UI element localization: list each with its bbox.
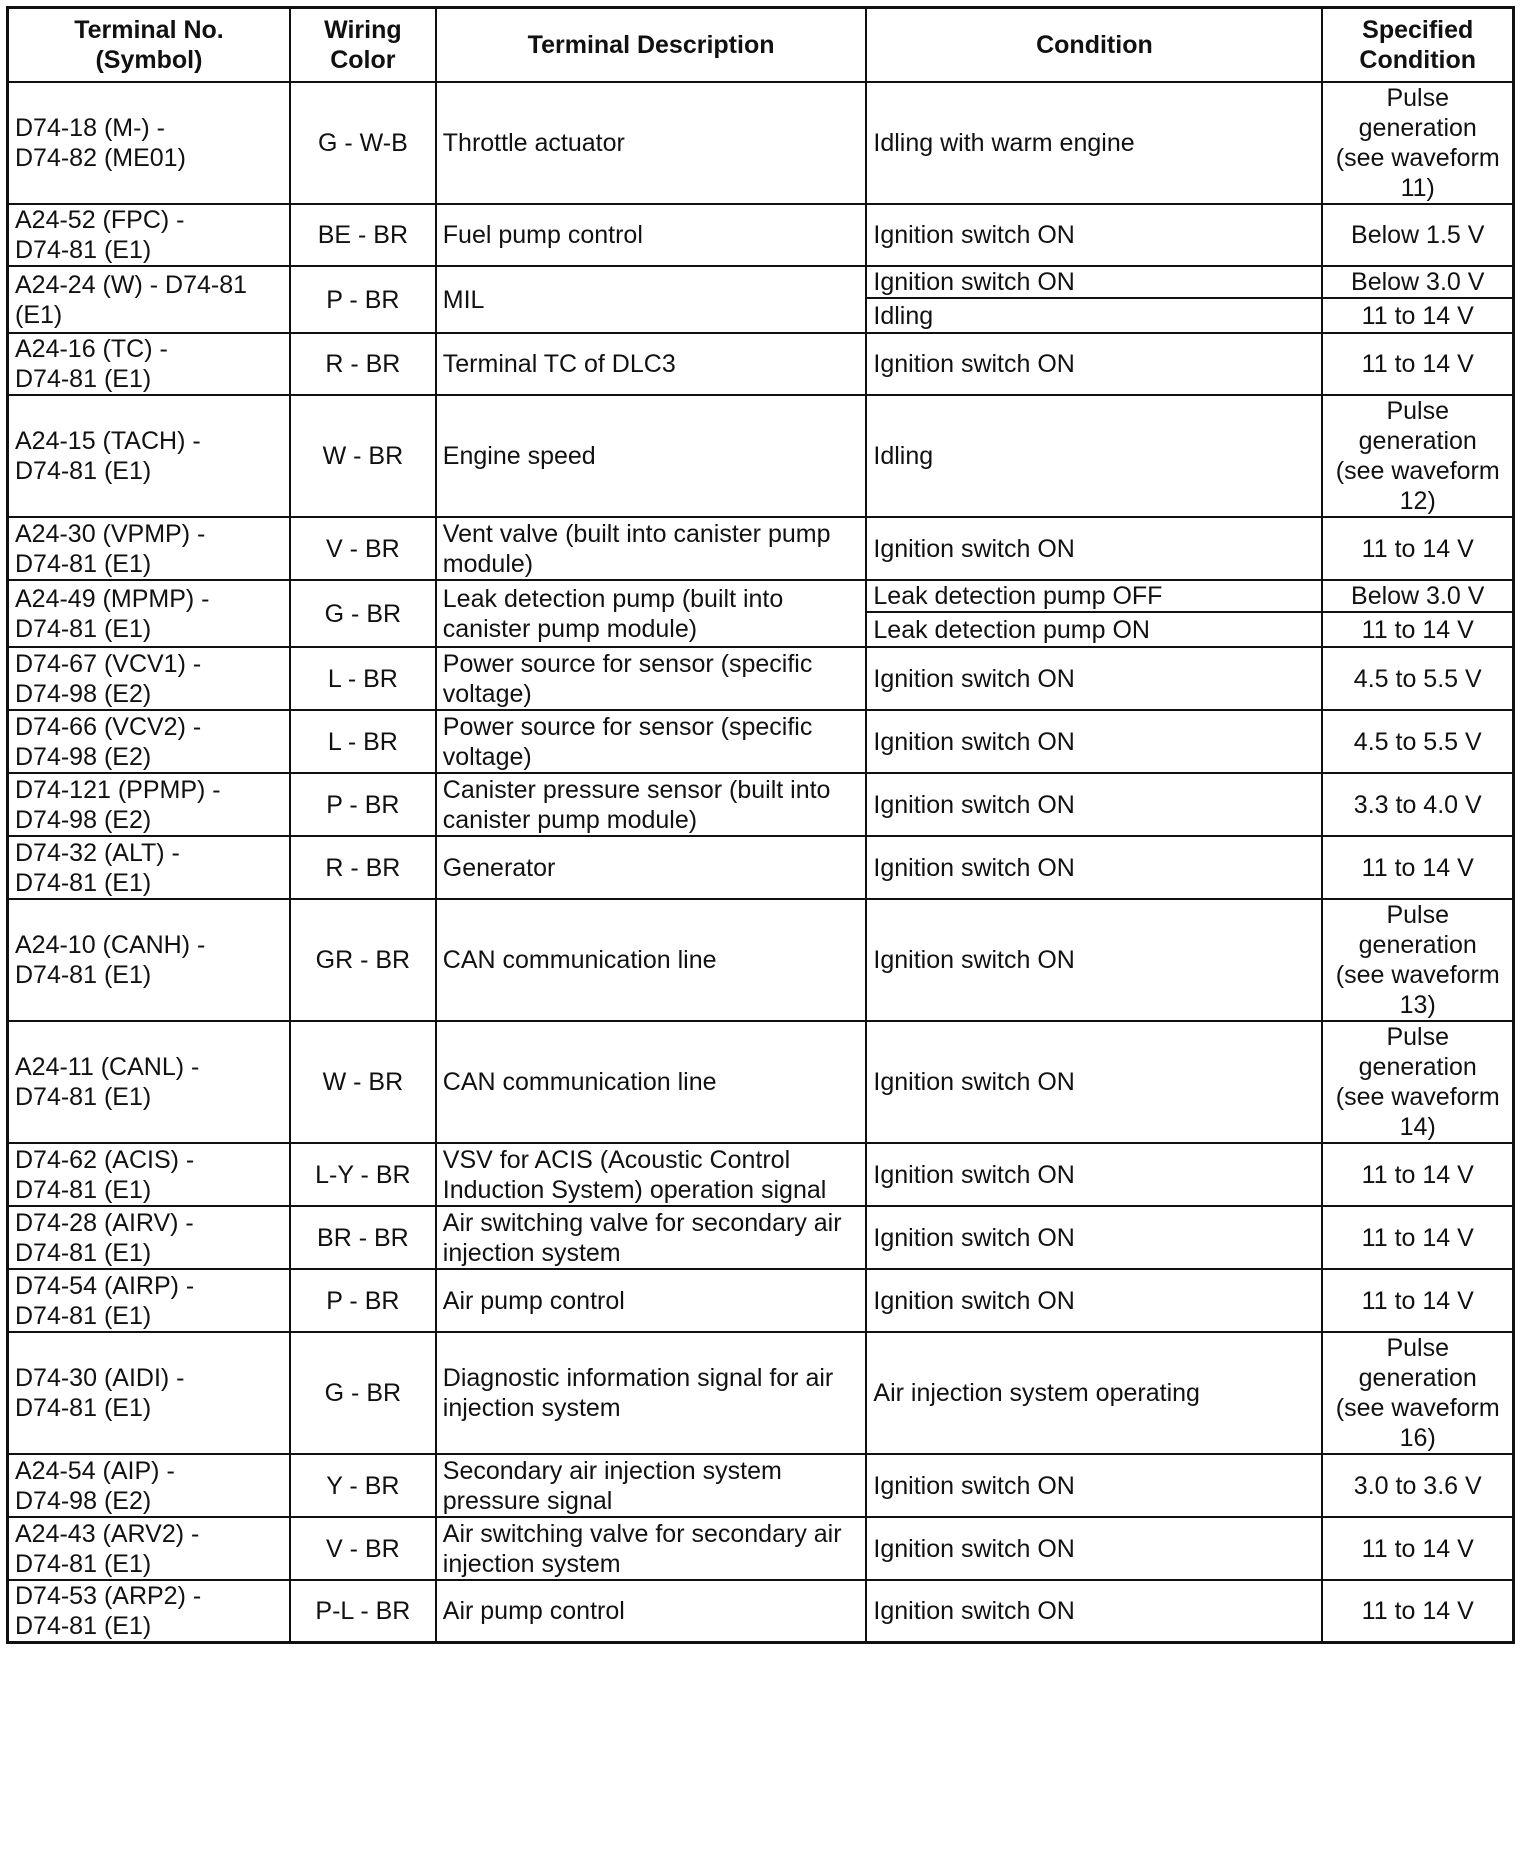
terminal-cell-line: D74-81 (E1)	[15, 549, 152, 578]
header-wiring-line1: Wiring	[324, 16, 402, 44]
spec-cell	[1322, 612, 1513, 647]
wiring-cell: G - BR	[290, 1332, 436, 1454]
condition-cell: Ignition switch ON	[866, 836, 1322, 899]
description-cell-line: Diagnostic information signal for air	[442, 1364, 834, 1392]
description-cell	[436, 204, 867, 266]
description-cell-line: Engine speed	[442, 442, 596, 470]
terminal-cell-line: D74-81 (E1)	[15, 1549, 152, 1578]
condition-cell: Idling with warm engine	[866, 82, 1322, 204]
table-row	[8, 773, 1514, 836]
table-row	[8, 395, 1514, 517]
description-cell	[436, 773, 867, 836]
condition-cell: Ignition switch ON	[866, 1517, 1322, 1580]
terminal-cell	[8, 204, 290, 266]
wiring-cell: V - BR	[290, 517, 436, 580]
terminal-cell-line: D74-98 (E2)	[15, 805, 152, 834]
terminal-cell-line: D74-81 (E1)	[15, 236, 152, 264]
terminal-cell-line: D74-62 (ACIS) -	[15, 1145, 195, 1174]
table-row	[8, 1580, 1514, 1643]
spec-cell-line: 3.3 to 4.0 V	[1353, 790, 1482, 819]
wiring-cell: L-Y - BR	[290, 1143, 436, 1206]
spec-cell	[1322, 1332, 1513, 1454]
wiring-cell: Y - BR	[290, 1454, 436, 1517]
condition-cell: Ignition switch ON	[866, 204, 1322, 266]
description-cell-line: Terminal TC of DLC3	[442, 350, 676, 378]
spec-cell-line: 11 to 14 V	[1361, 615, 1474, 644]
spec-cell	[1322, 580, 1513, 612]
description-cell-line: CAN communication line	[442, 946, 717, 974]
header-terminal-line2: (Symbol)	[95, 46, 203, 74]
description-cell-line: Air switching valve for secondary air	[442, 1208, 842, 1237]
terminal-cell	[8, 1332, 290, 1454]
terminal-cell	[8, 1454, 290, 1517]
terminal-cell-line: D74-98 (E2)	[15, 679, 152, 708]
description-cell-line: voltage)	[442, 679, 532, 708]
table-row	[8, 1021, 1514, 1143]
table-row	[8, 517, 1514, 580]
terminal-cell-line: (E1)	[15, 300, 63, 329]
spec-cell	[1322, 1206, 1513, 1269]
terminal-cell	[8, 333, 290, 395]
description-cell	[436, 1143, 867, 1206]
terminal-cell	[8, 1517, 290, 1580]
terminal-cell-line: D74-81 (E1)	[15, 1238, 152, 1267]
spec-cell-line: Pulse	[1386, 1334, 1449, 1362]
terminal-cell-line: D74-81 (E1)	[15, 868, 152, 897]
terminal-cell-line: A24-24 (W) - D74-81	[15, 270, 248, 299]
spec-cell-line: 4.5 to 5.5 V	[1353, 727, 1482, 756]
terminal-cell-line: D74-66 (VCV2) -	[15, 712, 202, 741]
table-row	[8, 580, 1514, 612]
terminal-cell-line: A24-54 (AIP) -	[15, 1456, 175, 1485]
wiring-cell: L - BR	[290, 647, 436, 710]
description-cell-line: CAN communication line	[442, 1068, 717, 1096]
description-cell-line: Power source for sensor (specific	[442, 649, 813, 678]
spec-cell	[1322, 710, 1513, 773]
wiring-cell: V - BR	[290, 1517, 436, 1580]
terminal-cell-line: D74-81 (E1)	[15, 614, 152, 643]
condition-cell: Ignition switch ON	[866, 266, 1322, 298]
header-wiring-line2: Color	[330, 46, 396, 74]
description-cell	[436, 517, 867, 580]
condition-cell: Air injection system operating	[866, 1332, 1322, 1454]
header-row	[8, 8, 1514, 83]
description-cell-line: Secondary air injection system	[442, 1456, 782, 1485]
spec-cell	[1322, 204, 1513, 266]
terminal-cell-line: A24-30 (VPMP) -	[15, 519, 206, 548]
description-cell	[436, 1517, 867, 1580]
description-cell-line: Induction System) operation signal	[442, 1175, 827, 1204]
terminal-cell-line: D74-81 (E1)	[15, 1394, 152, 1422]
description-cell	[436, 1332, 867, 1454]
terminal-cell-line: D74-53 (ARP2) -	[15, 1582, 202, 1610]
description-cell	[436, 333, 867, 395]
condition-cell: Ignition switch ON	[866, 899, 1322, 1021]
spec-cell-line: generation	[1358, 1364, 1477, 1392]
terminal-cell	[8, 1269, 290, 1332]
spec-cell	[1322, 1517, 1513, 1580]
header-terminal-line1: Terminal No.	[74, 16, 224, 44]
spec-cell-line: 11 to 14 V	[1361, 1223, 1474, 1252]
condition-cell: Ignition switch ON	[866, 1454, 1322, 1517]
description-cell	[436, 1269, 867, 1332]
table-header	[8, 8, 1514, 83]
terminal-cell-line: D74-98 (E2)	[15, 742, 152, 771]
description-cell	[436, 836, 867, 899]
spec-cell-line: 11 to 14 V	[1361, 1597, 1474, 1625]
spec-cell	[1322, 1143, 1513, 1206]
table-row	[8, 710, 1514, 773]
wiring-cell: P - BR	[290, 1269, 436, 1332]
wiring-cell: R - BR	[290, 333, 436, 395]
condition-cell: Ignition switch ON	[866, 773, 1322, 836]
description-cell	[436, 1454, 867, 1517]
terminal-cell-line: A24-16 (TC) -	[15, 335, 168, 363]
table-body	[8, 82, 1514, 1643]
description-cell-line: canister pump module)	[442, 805, 698, 834]
table-row	[8, 82, 1514, 204]
header-specified-line2: Condition	[1359, 46, 1477, 74]
table-row	[8, 1269, 1514, 1332]
description-cell-line: Canister pressure sensor (built into	[442, 775, 831, 804]
wiring-cell: BR - BR	[290, 1206, 436, 1269]
description-cell-line: Air pump control	[442, 1597, 625, 1625]
description-cell-line: Air switching valve for secondary air	[442, 1519, 842, 1548]
header-wiring	[290, 8, 436, 83]
spec-cell-line: Pulse	[1386, 84, 1449, 112]
table-row	[8, 333, 1514, 395]
description-cell-line: canister pump module)	[442, 614, 698, 643]
condition-cell: Ignition switch ON	[866, 710, 1322, 773]
description-cell	[436, 1206, 867, 1269]
spec-cell-line: (see waveform	[1335, 1394, 1500, 1422]
table-row	[8, 1517, 1514, 1580]
terminal-cell	[8, 836, 290, 899]
table-row	[8, 836, 1514, 899]
condition-cell: Ignition switch ON	[866, 333, 1322, 395]
spec-cell	[1322, 647, 1513, 710]
spec-cell-line: 11 to 14 V	[1361, 1286, 1474, 1315]
description-cell-line: MIL	[442, 285, 485, 314]
terminal-cell-line: D74-81 (E1)	[15, 457, 152, 485]
description-cell	[436, 1021, 867, 1143]
spec-cell-line: generation	[1358, 1053, 1477, 1081]
spec-cell	[1322, 82, 1513, 204]
spec-cell-line: 3.0 to 3.6 V	[1353, 1471, 1482, 1500]
terminal-cell	[8, 710, 290, 773]
spec-cell-line: 4.5 to 5.5 V	[1353, 664, 1482, 693]
spec-cell-line: 11 to 14 V	[1361, 301, 1474, 330]
description-cell-line: Fuel pump control	[442, 221, 643, 249]
terminal-cell	[8, 1021, 290, 1143]
description-cell-line: pressure signal	[442, 1486, 613, 1515]
spec-cell-line: Below 1.5 V	[1351, 221, 1485, 249]
terminal-cell	[8, 517, 290, 580]
terminal-cell	[8, 773, 290, 836]
spec-cell-line: generation	[1358, 114, 1477, 142]
terminal-cell-line: D74-54 (AIRP) -	[15, 1271, 195, 1300]
spec-cell-line: (see waveform	[1335, 144, 1500, 172]
spec-cell	[1322, 773, 1513, 836]
terminal-cell-line: D74-81 (E1)	[15, 1612, 152, 1640]
header-terminal	[8, 8, 290, 83]
description-cell-line: Vent valve (built into canister pump	[442, 519, 831, 548]
condition-cell: Ignition switch ON	[866, 1206, 1322, 1269]
description-cell	[436, 710, 867, 773]
table-row	[8, 1206, 1514, 1269]
condition-cell: Ignition switch ON	[866, 1580, 1322, 1643]
terminal-cell-line: D74-82 (ME01)	[15, 144, 186, 172]
condition-cell: Ignition switch ON	[866, 1021, 1322, 1143]
spec-cell-line: 11)	[1400, 174, 1435, 202]
spec-cell-line: Pulse	[1386, 1023, 1449, 1051]
wiring-cell: P - BR	[290, 266, 436, 333]
terminal-cell-line: D74-81 (E1)	[15, 1083, 152, 1111]
terminal-cell-line: D74-32 (ALT) -	[15, 838, 180, 867]
terminal-cell-line: A24-10 (CANH) -	[15, 931, 206, 959]
spec-cell-line: Below 3.0 V	[1351, 268, 1485, 296]
spec-cell-line: generation	[1358, 427, 1477, 455]
spec-cell	[1322, 517, 1513, 580]
description-cell	[436, 266, 867, 333]
description-cell-line: Throttle actuator	[442, 129, 625, 157]
spec-cell-line: 13)	[1399, 991, 1436, 1019]
description-cell	[436, 899, 867, 1021]
table-row	[8, 1454, 1514, 1517]
table-row	[8, 204, 1514, 266]
description-cell	[436, 395, 867, 517]
description-cell-line: module)	[442, 549, 534, 578]
spec-cell	[1322, 899, 1513, 1021]
spec-cell-line: (see waveform	[1335, 961, 1500, 989]
spec-cell-line: 11 to 14 V	[1361, 853, 1474, 882]
terminal-cell-line: D74-81 (E1)	[15, 365, 152, 393]
table-row	[8, 899, 1514, 1021]
spec-cell	[1322, 333, 1513, 395]
table-row	[8, 1143, 1514, 1206]
wiring-cell: R - BR	[290, 836, 436, 899]
description-cell	[436, 82, 867, 204]
terminal-cell-line: A24-43 (ARV2) -	[15, 1519, 200, 1548]
terminal-cell-line: A24-49 (MPMP) -	[15, 584, 210, 613]
terminal-cell-line: D74-28 (AIRV) -	[15, 1208, 194, 1237]
wiring-cell: P-L - BR	[290, 1580, 436, 1643]
description-cell-line: Air pump control	[442, 1286, 625, 1315]
terminal-cell	[8, 1206, 290, 1269]
condition-cell: Ignition switch ON	[866, 1269, 1322, 1332]
description-cell-line: injection system	[442, 1394, 621, 1422]
wiring-cell: GR - BR	[290, 899, 436, 1021]
terminal-cell-line: A24-52 (FPC) -	[15, 206, 185, 234]
description-cell-line: VSV for ACIS (Acoustic Control	[442, 1145, 791, 1174]
terminal-cell	[8, 899, 290, 1021]
spec-cell	[1322, 1269, 1513, 1332]
spec-cell	[1322, 1580, 1513, 1643]
terminal-cell-line: D74-121 (PPMP) -	[15, 775, 221, 804]
condition-cell: Idling	[866, 395, 1322, 517]
terminal-cell-line: D74-81 (E1)	[15, 1175, 152, 1204]
spec-cell-line: 11 to 14 V	[1361, 1534, 1474, 1563]
terminal-cell-line: D74-98 (E2)	[15, 1486, 152, 1515]
description-cell-line: injection system	[442, 1549, 621, 1578]
terminal-cell-line: D74-67 (VCV1) -	[15, 649, 202, 678]
condition-cell: Ignition switch ON	[866, 647, 1322, 710]
table-row	[8, 1332, 1514, 1454]
spec-cell-line: 12)	[1399, 487, 1436, 515]
header-description: Terminal Description	[436, 8, 867, 83]
description-cell-line: Generator	[442, 853, 556, 882]
header-specified-line1: Specified	[1362, 16, 1474, 44]
wiring-cell: BE - BR	[290, 204, 436, 266]
condition-cell: Leak detection pump ON	[866, 612, 1322, 647]
spec-cell	[1322, 395, 1513, 517]
description-cell	[436, 1580, 867, 1643]
terminal-cell	[8, 266, 290, 333]
spec-cell-line: 14)	[1399, 1113, 1436, 1141]
terminal-cell	[8, 580, 290, 647]
spec-cell-line: (see waveform	[1335, 457, 1500, 485]
terminal-cell	[8, 647, 290, 710]
spec-cell-line: Pulse	[1386, 397, 1449, 425]
wiring-cell: P - BR	[290, 773, 436, 836]
wiring-cell: L - BR	[290, 710, 436, 773]
terminal-cell	[8, 82, 290, 204]
spec-cell-line: generation	[1358, 931, 1477, 959]
description-cell-line: injection system	[442, 1238, 621, 1267]
terminal-cell-line: A24-11 (CANL) -	[15, 1053, 200, 1081]
description-cell-line: voltage)	[442, 742, 532, 771]
spec-cell	[1322, 266, 1513, 298]
header-condition: Condition	[866, 8, 1322, 83]
condition-cell: Ignition switch ON	[866, 1143, 1322, 1206]
condition-cell: Ignition switch ON	[866, 517, 1322, 580]
spec-cell-line: (see waveform	[1335, 1083, 1500, 1111]
terminal-table	[6, 6, 1515, 1644]
spec-cell	[1322, 1454, 1513, 1517]
description-cell-line: Power source for sensor (specific	[442, 712, 813, 741]
spec-cell-line: 11 to 14 V	[1361, 350, 1474, 378]
wiring-cell: W - BR	[290, 395, 436, 517]
spec-cell	[1322, 1021, 1513, 1143]
spec-cell-line: Below 3.0 V	[1351, 582, 1485, 610]
terminal-cell-line: D74-81 (E1)	[15, 1301, 152, 1330]
terminal-cell-line: D74-30 (AIDI) -	[15, 1364, 185, 1392]
header-specified	[1322, 8, 1513, 83]
spec-cell-line: 11 to 14 V	[1361, 1160, 1474, 1189]
spec-cell-line: 11 to 14 V	[1361, 534, 1474, 563]
description-cell-line: Leak detection pump (built into	[442, 584, 784, 613]
terminal-cell	[8, 395, 290, 517]
terminal-cell	[8, 1143, 290, 1206]
spec-cell-line: Pulse	[1386, 901, 1449, 929]
description-cell	[436, 647, 867, 710]
table-row	[8, 266, 1514, 298]
wiring-cell: G - BR	[290, 580, 436, 647]
spec-cell	[1322, 298, 1513, 333]
terminal-cell	[8, 1580, 290, 1643]
terminal-cell-line: A24-15 (TACH) -	[15, 427, 201, 455]
description-cell	[436, 580, 867, 647]
wiring-cell: G - W-B	[290, 82, 436, 204]
table-row	[8, 647, 1514, 710]
condition-cell: Leak detection pump OFF	[866, 580, 1322, 612]
spec-cell-line: 16)	[1399, 1424, 1436, 1452]
condition-cell: Idling	[866, 298, 1322, 333]
terminal-cell-line: D74-81 (E1)	[15, 961, 152, 989]
terminal-cell-line: D74-18 (M-) -	[15, 114, 166, 142]
wiring-cell: W - BR	[290, 1021, 436, 1143]
spec-cell	[1322, 836, 1513, 899]
